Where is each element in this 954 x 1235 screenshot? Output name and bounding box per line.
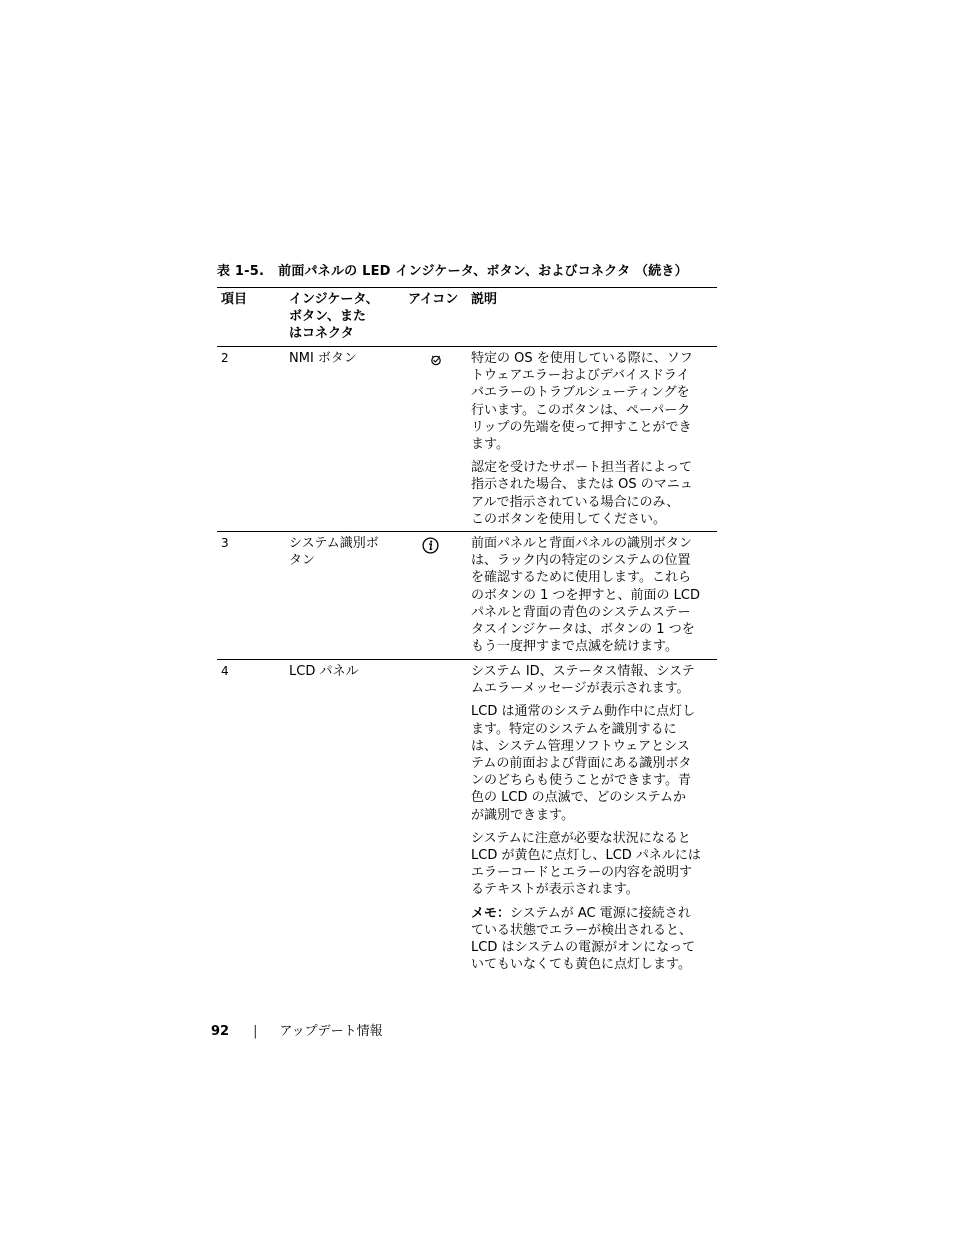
desc-line: は、システム管理ソフトウェアとシス (471, 738, 690, 754)
desc-paragraph (471, 663, 715, 697)
note-line: いてもいなくても黄色に点灯します。 (471, 957, 691, 973)
desc-line: 指示された場合、または OS のマニュ (471, 477, 693, 493)
header-item: 項目 (221, 292, 248, 307)
desc-line: を確認するために使用します。これら (471, 570, 691, 586)
table-row (217, 659, 717, 980)
row-item-number: 2 (221, 351, 229, 365)
desc-paragraph (471, 830, 715, 899)
desc-line: 前面パネルと背面パネルの識別ボタン (471, 536, 693, 551)
desc-line: 色の LCD の点滅で、どのシステムか (471, 790, 687, 806)
row-description (471, 535, 715, 661)
row-name (289, 535, 401, 569)
table-number: 表 1-5. (217, 264, 265, 279)
desc-line: システム ID、ステータス情報、システ (471, 664, 695, 679)
desc-line: エラーコードとエラーの内容を説明す (471, 865, 693, 881)
row-name (289, 663, 401, 680)
page-footer (211, 1020, 383, 1039)
desc-line: バエラーのトラブルシューティングを (471, 385, 690, 401)
table-title-text: 前面パネルの LED インジケータ、ボタン、およびコネクタ （続き） (278, 264, 688, 279)
desc-line: が識別できます。 (471, 807, 574, 823)
header-desc: 説明 (471, 292, 498, 307)
desc-paragraph (471, 350, 715, 453)
nmi-icon (430, 351, 442, 370)
desc-line: このボタンを使用してください。 (471, 511, 667, 527)
row-name-line: システム識別ボ (289, 536, 379, 551)
desc-line: トウェアエラーおよびデバイスドライ (471, 368, 690, 384)
desc-line: ます。特定のシステムを識別するに (471, 721, 677, 737)
row-item-number: 4 (221, 664, 229, 678)
desc-line: アルで指示されている場合にのみ、 (471, 494, 680, 510)
desc-line: 特定の OS を使用している際に、ソフ (471, 351, 693, 366)
header-name-line: インジケータ、 (289, 292, 379, 307)
table-caption (217, 260, 688, 279)
desc-line: LCD が黄色に点灯し、LCD パネルには (471, 848, 701, 864)
desc-paragraph (471, 703, 715, 823)
row-name-line: LCD パネル (289, 664, 359, 679)
desc-line: のボタンの 1 つを押すと、前面の LCD (471, 587, 700, 603)
desc-line: 認定を受けたサポート担当者によって (471, 460, 693, 476)
note-line: LCD はシステムの電源がオンになって (471, 940, 696, 956)
desc-line: テムの前面および背面にある識別ボタ (471, 756, 692, 772)
desc-line: 行います。このボタンは、ペーパーク (471, 402, 691, 418)
desc-line: システムに注意が必要な状況になると (471, 830, 691, 846)
note-label: メモ： (471, 905, 511, 921)
header-name (289, 291, 401, 343)
desc-line: もう一度押すまで点滅を続けます。 (471, 639, 678, 655)
page-number: 92 (211, 1024, 230, 1039)
desc-line: パネルと背面の青色のシステムステー (471, 604, 691, 620)
desc-line: タスインジケータは、ボタンの 1 つを (471, 622, 695, 638)
note-first-line (471, 905, 715, 922)
row-name (289, 350, 401, 367)
desc-line: ムエラーメッセージが表示されます。 (471, 681, 690, 697)
row-name-line: NMI ボタン (289, 351, 357, 366)
row-description (471, 350, 715, 534)
footer-separator: | (253, 1024, 258, 1039)
desc-line: LCD は通常のシステム動作中に点灯し (471, 704, 696, 720)
desc-paragraph (471, 459, 715, 528)
header-icon: アイコン (408, 292, 459, 307)
header-name-line: ボタン、また (289, 309, 366, 325)
desc-line: ンのどちらも使うことができます。青 (471, 773, 691, 789)
row-item-number: 3 (221, 536, 229, 550)
row-description (471, 663, 715, 979)
note-block (471, 905, 715, 974)
table-row (217, 346, 717, 531)
header-name-line: はコネクタ (289, 326, 354, 342)
desc-line: は、ラック内の特定のシステムの位置 (471, 553, 691, 569)
footer-section-title: アップデート情報 (279, 1024, 383, 1039)
spec-table (217, 287, 717, 980)
desc-line: ます。 (471, 437, 509, 453)
note-line: システムが AC 電源に接続され (510, 905, 691, 921)
desc-paragraph (471, 535, 715, 655)
table-row (217, 531, 717, 659)
table-header-row (217, 287, 717, 346)
note-line: ている状態でエラーが検出されると、 (471, 922, 693, 938)
info-icon (422, 537, 439, 558)
desc-line: リップの先端を使って押すことができ (471, 419, 692, 435)
desc-line: るテキストが表示されます。 (471, 882, 639, 898)
row-name-line: タン (289, 553, 316, 569)
